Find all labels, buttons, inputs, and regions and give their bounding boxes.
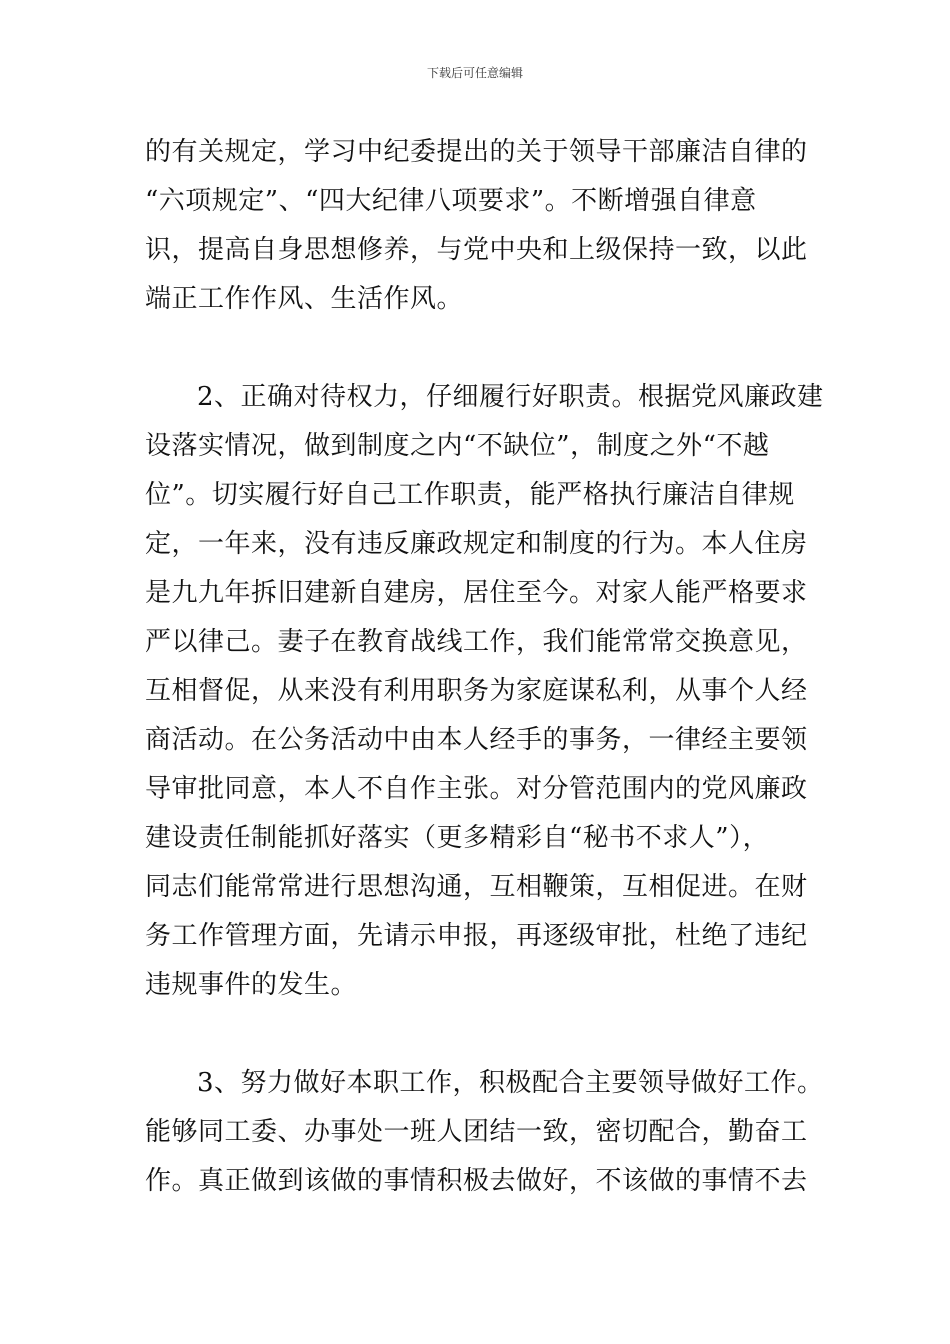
paragraph-line: 的有关规定，学习中纪委提出的关于领导干部廉洁自律的	[145, 137, 808, 167]
paragraph-line: 务工作管理方面，先请示申报，再逐级审批，杜绝了违纪	[145, 921, 808, 951]
document-body	[145, 128, 824, 1206]
paragraph-line: 商活动。在公务活动中由本人经手的事务，一律经主要领	[145, 725, 808, 755]
paragraph-line: “六项规定”、“四大纪律八项要求”。不断增强自律意	[145, 186, 757, 216]
paragraph-line: 2、正确对待权力，仔细履行好职责。根据党风廉政建	[197, 382, 824, 412]
paragraph-line: 设落实情况，做到制度之内“不缺位”，制度之外“不越	[145, 431, 770, 461]
paragraph-line: 严以律己。妻子在教育战线工作，我们能常常交换意见，	[145, 627, 808, 657]
paragraph-line: 是九九年拆旧建新自建房，居住至今。对家人能严格要求	[145, 578, 808, 608]
paragraph-2	[145, 373, 824, 1010]
paragraph-1	[145, 128, 807, 324]
paragraph-line: 互相督促，从来没有利用职务为家庭谋私利，从事个人经	[145, 676, 808, 706]
paragraph-line: 位”。切实履行好自己工作职责，能严格执行廉洁自律规	[145, 480, 795, 510]
paragraph-line: 定，一年来，没有违反廉政规定和制度的行为。本人住房	[145, 529, 808, 559]
paragraph-line: 违规事件的发生。	[145, 970, 358, 1000]
paragraph-line: 导审批同意，本人不自作主张。对分管范围内的党风廉政	[145, 774, 808, 804]
paragraph-3	[145, 1059, 824, 1206]
paragraph-line: 建设责任制能抓好落实（更多精彩自“秘书不求人”），	[145, 823, 770, 853]
paragraph-line: 同志们能常常进行思想沟通，互相鞭策，互相促进。在财	[145, 872, 808, 902]
paragraph-line: 3、努力做好本职工作，积极配合主要领导做好工作。	[197, 1068, 824, 1098]
paragraph-line: 作。真正做到该做的事情积极去做好，不该做的事情不去	[145, 1166, 808, 1196]
paragraph-line: 能够同工委、办事处一班人团结一致，密切配合，勤奋工	[145, 1117, 808, 1147]
paragraph-line: 端正工作作风、生活作风。	[145, 284, 464, 314]
paragraph-line: 识，提高自身思想修养，与党中央和上级保持一致，以此	[145, 235, 808, 265]
page-header: 下载后可任意编辑	[426, 66, 523, 80]
